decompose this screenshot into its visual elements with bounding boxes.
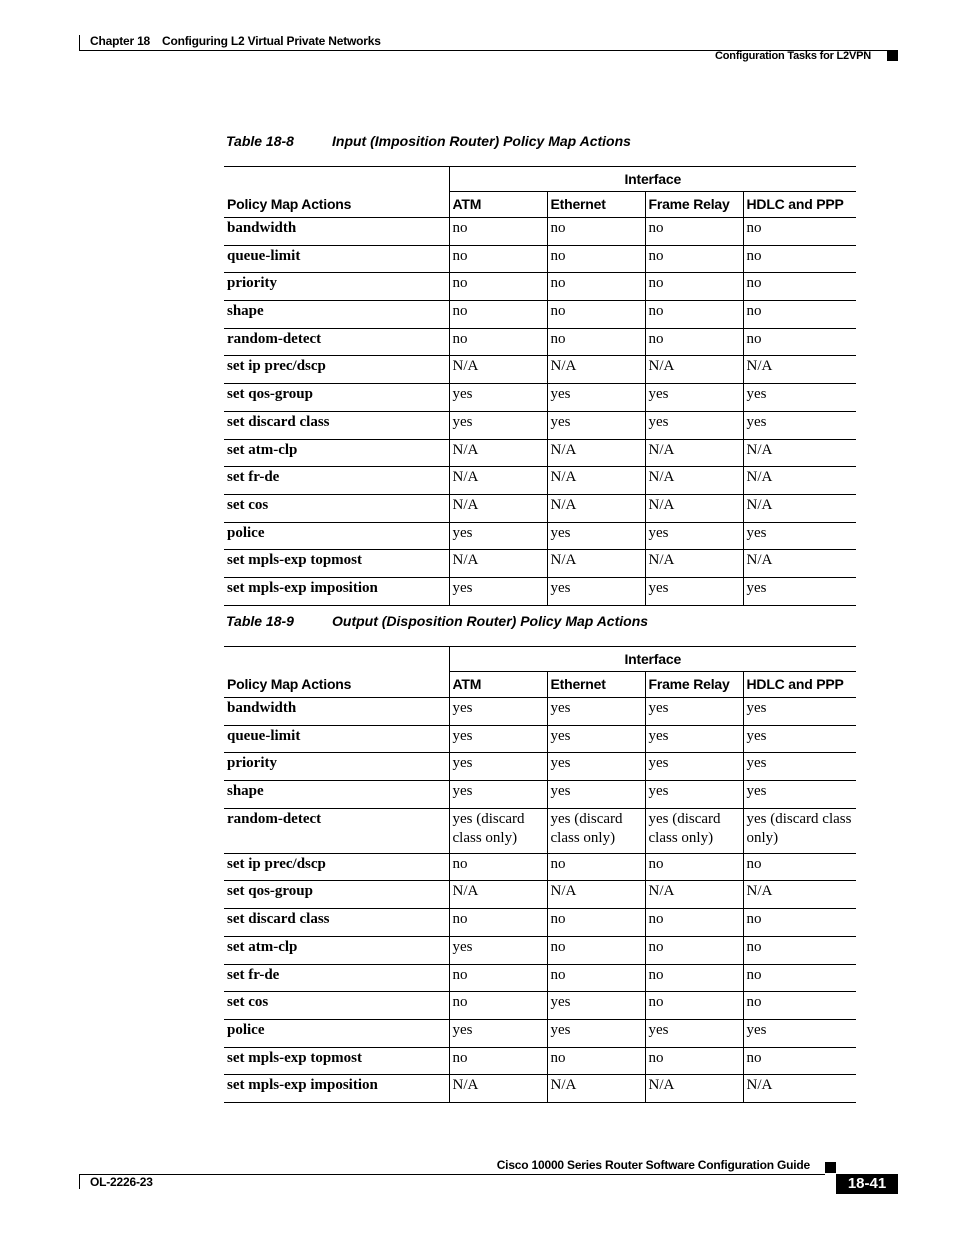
value-cell: yes [743, 698, 856, 726]
table-row [224, 328, 856, 356]
value-cell: no [645, 301, 743, 329]
header-marker [887, 50, 898, 61]
value-cell: N/A [743, 467, 856, 495]
value-cell: N/A [743, 439, 856, 467]
header-chapter-title: Configuring L2 Virtual Private Networks [162, 34, 381, 48]
value-cell: yes [645, 753, 743, 781]
column-header: Ethernet [547, 192, 645, 218]
value-cell: no [743, 328, 856, 356]
column-header: Frame Relay [645, 192, 743, 218]
page-number: 18-41 [836, 1174, 898, 1194]
value-cell: no [743, 936, 856, 964]
value-cell: no [449, 301, 547, 329]
table-row [224, 273, 856, 301]
value-cell: yes (discard class only) [743, 808, 856, 853]
value-cell: N/A [449, 881, 547, 909]
action-cell: shape [224, 301, 449, 329]
table-row [224, 356, 856, 384]
value-cell: yes [743, 411, 856, 439]
table-row [224, 753, 856, 781]
column-header: ATM [449, 672, 547, 698]
value-cell: yes [645, 725, 743, 753]
value-cell: no [547, 853, 645, 881]
value-cell: yes [449, 698, 547, 726]
value-cell: yes [547, 522, 645, 550]
value-cell: yes [743, 384, 856, 412]
value-cell: yes [547, 1019, 645, 1047]
table-row [224, 725, 856, 753]
action-cell: set qos-group [224, 881, 449, 909]
action-cell: random-detect [224, 808, 449, 853]
value-cell: yes (discard class only) [645, 808, 743, 853]
interface-group-header: Interface [449, 167, 856, 192]
value-cell: no [449, 245, 547, 273]
action-cell: priority [224, 273, 449, 301]
header-section-title: Configuration Tasks for L2VPN [715, 50, 871, 62]
action-cell: set cos [224, 992, 449, 1020]
value-cell: no [449, 853, 547, 881]
value-cell: yes [449, 936, 547, 964]
value-cell: yes [547, 577, 645, 605]
value-cell: N/A [547, 356, 645, 384]
value-cell: no [645, 909, 743, 937]
value-cell: yes [743, 522, 856, 550]
table-row [224, 411, 856, 439]
value-cell: N/A [645, 467, 743, 495]
table-row [224, 964, 856, 992]
output-policy-map-table [224, 646, 856, 1103]
value-cell: N/A [449, 494, 547, 522]
table-row [224, 522, 856, 550]
value-cell: no [645, 273, 743, 301]
action-cell: set mpls-exp topmost [224, 1047, 449, 1075]
action-cell: set atm-clp [224, 439, 449, 467]
value-cell: yes [449, 1019, 547, 1047]
value-cell: yes [645, 577, 743, 605]
value-cell: no [645, 328, 743, 356]
value-cell: N/A [743, 881, 856, 909]
value-cell: no [547, 301, 645, 329]
action-cell: bandwidth [224, 698, 449, 726]
value-cell: yes [547, 992, 645, 1020]
value-cell: yes [547, 753, 645, 781]
table-row [224, 384, 856, 412]
value-cell: no [743, 245, 856, 273]
value-cell: yes [449, 725, 547, 753]
column-header: Ethernet [547, 672, 645, 698]
table-row [224, 698, 856, 726]
value-cell: yes [743, 725, 856, 753]
table-row [224, 245, 856, 273]
value-cell: yes [449, 577, 547, 605]
value-cell: N/A [449, 467, 547, 495]
header-left-bar [79, 35, 80, 50]
value-cell: yes [449, 384, 547, 412]
action-cell: shape [224, 781, 449, 809]
value-cell: yes [645, 522, 743, 550]
value-cell: yes [449, 753, 547, 781]
value-cell: no [547, 1047, 645, 1075]
table-title: Input (Imposition Router) Policy Map Actions [332, 133, 631, 149]
value-cell: yes [645, 411, 743, 439]
table-row [224, 218, 856, 246]
value-cell: yes [547, 781, 645, 809]
value-cell: yes [547, 384, 645, 412]
value-cell: yes [645, 781, 743, 809]
value-cell: yes [743, 1019, 856, 1047]
table-row [224, 439, 856, 467]
value-cell: no [743, 218, 856, 246]
table-row [224, 467, 856, 495]
value-cell: no [547, 218, 645, 246]
value-cell: yes (discard class only) [547, 808, 645, 853]
column-header: Policy Map Actions [224, 672, 449, 698]
column-header: ATM [449, 192, 547, 218]
value-cell: no [547, 273, 645, 301]
table-row [224, 808, 856, 853]
value-cell: N/A [547, 550, 645, 578]
value-cell: yes [449, 411, 547, 439]
action-cell: set mpls-exp imposition [224, 1075, 449, 1103]
table-caption [226, 133, 631, 149]
table-row [224, 1047, 856, 1075]
value-cell: N/A [449, 356, 547, 384]
action-cell: random-detect [224, 328, 449, 356]
action-cell: set qos-group [224, 384, 449, 412]
column-header: HDLC and PPP [743, 672, 856, 698]
value-cell: no [449, 1047, 547, 1075]
value-cell: N/A [547, 1075, 645, 1103]
column-header: Policy Map Actions [224, 192, 449, 218]
value-cell: N/A [547, 494, 645, 522]
table-row [224, 881, 856, 909]
value-cell: N/A [449, 550, 547, 578]
value-cell: no [645, 992, 743, 1020]
value-cell: no [645, 936, 743, 964]
value-cell: yes (discard class only) [449, 808, 547, 853]
table-row [224, 1075, 856, 1103]
column-header: HDLC and PPP [743, 192, 856, 218]
value-cell: yes [547, 725, 645, 753]
table-row [224, 577, 856, 605]
input-policy-map-table [224, 166, 856, 606]
value-cell: no [645, 964, 743, 992]
value-cell: yes [645, 1019, 743, 1047]
table-row [224, 909, 856, 937]
value-cell: N/A [645, 1075, 743, 1103]
header-chapter: Chapter 18 [90, 34, 151, 48]
action-cell: set fr-de [224, 467, 449, 495]
table-label: Table 18-9 [226, 613, 294, 629]
value-cell: no [743, 964, 856, 992]
footer-guide-title: Cisco 10000 Series Router Software Configuration Guide [496, 1158, 810, 1172]
value-cell: no [449, 964, 547, 992]
action-cell: set mpls-exp imposition [224, 577, 449, 605]
action-cell: set ip prec/dscp [224, 356, 449, 384]
table-row [224, 301, 856, 329]
value-cell: N/A [743, 356, 856, 384]
value-cell: yes [743, 753, 856, 781]
value-cell: no [743, 273, 856, 301]
header-blank-cell [224, 647, 449, 672]
action-cell: set cos [224, 494, 449, 522]
value-cell: no [743, 1047, 856, 1075]
value-cell: yes [547, 411, 645, 439]
value-cell: N/A [547, 467, 645, 495]
value-cell: no [449, 992, 547, 1020]
footer-marker [825, 1162, 836, 1173]
value-cell: N/A [449, 1075, 547, 1103]
value-cell: no [645, 1047, 743, 1075]
table-caption [226, 613, 649, 629]
action-cell: priority [224, 753, 449, 781]
column-header: Frame Relay [645, 672, 743, 698]
action-cell: set ip prec/dscp [224, 853, 449, 881]
action-cell: queue-limit [224, 725, 449, 753]
table-row [224, 781, 856, 809]
table-row [224, 853, 856, 881]
value-cell: N/A [645, 550, 743, 578]
action-cell: police [224, 522, 449, 550]
value-cell: yes [645, 698, 743, 726]
value-cell: no [449, 273, 547, 301]
table-row [224, 1019, 856, 1047]
value-cell: no [547, 936, 645, 964]
action-cell: set mpls-exp topmost [224, 550, 449, 578]
value-cell: no [743, 909, 856, 937]
value-cell: N/A [743, 1075, 856, 1103]
footer-rule [79, 1174, 825, 1175]
action-cell: set discard class [224, 909, 449, 937]
value-cell: yes [449, 522, 547, 550]
header-blank-cell [224, 167, 449, 192]
value-cell: N/A [547, 439, 645, 467]
value-cell: yes [449, 781, 547, 809]
value-cell: N/A [645, 439, 743, 467]
value-cell: N/A [645, 494, 743, 522]
value-cell: N/A [743, 494, 856, 522]
value-cell: N/A [449, 439, 547, 467]
action-cell: bandwidth [224, 218, 449, 246]
table-title: Output (Disposition Router) Policy Map Actions [332, 613, 649, 629]
table-label: Table 18-8 [226, 133, 294, 149]
value-cell: no [547, 909, 645, 937]
table-row [224, 992, 856, 1020]
value-cell: no [743, 301, 856, 329]
value-cell: yes [743, 577, 856, 605]
value-cell: N/A [547, 881, 645, 909]
value-cell: no [547, 245, 645, 273]
value-cell: yes [645, 384, 743, 412]
value-cell: no [449, 328, 547, 356]
footer-doc-number: OL-2226-23 [90, 1175, 153, 1189]
footer-left-bar [79, 1174, 80, 1189]
value-cell: yes [743, 781, 856, 809]
value-cell: N/A [645, 356, 743, 384]
action-cell: queue-limit [224, 245, 449, 273]
value-cell: no [547, 328, 645, 356]
value-cell: yes [547, 698, 645, 726]
value-cell: no [645, 218, 743, 246]
value-cell: N/A [645, 881, 743, 909]
value-cell: no [645, 245, 743, 273]
interface-group-header: Interface [449, 647, 856, 672]
value-cell: no [449, 909, 547, 937]
value-cell: N/A [743, 550, 856, 578]
action-cell: set atm-clp [224, 936, 449, 964]
value-cell: no [743, 853, 856, 881]
value-cell: no [743, 992, 856, 1020]
table-row [224, 550, 856, 578]
action-cell: set discard class [224, 411, 449, 439]
value-cell: no [547, 964, 645, 992]
value-cell: no [645, 853, 743, 881]
action-cell: set fr-de [224, 964, 449, 992]
action-cell: police [224, 1019, 449, 1047]
table-row [224, 494, 856, 522]
value-cell: no [449, 218, 547, 246]
table-row [224, 936, 856, 964]
